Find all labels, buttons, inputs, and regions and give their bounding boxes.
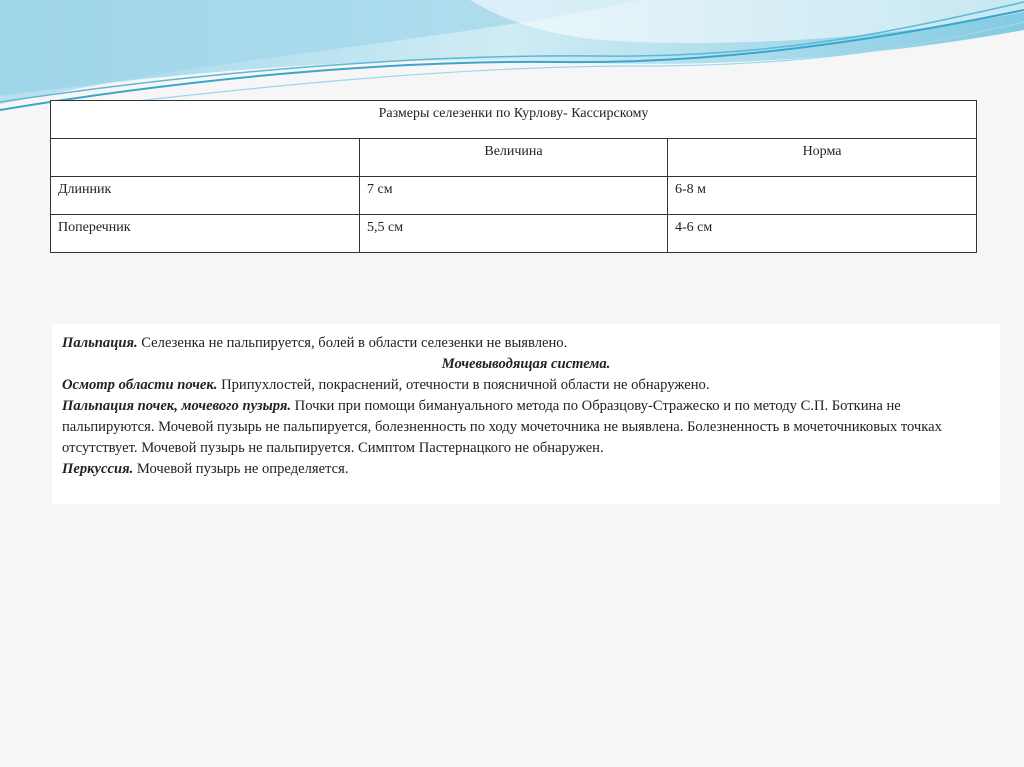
paragraph-label: Пальпация почек, мочевого пузыря. xyxy=(62,398,291,414)
section-heading: Мочевыводящая система. xyxy=(441,356,611,372)
paragraph-label: Перкуссия. xyxy=(62,461,134,477)
table-cell: 5,5 см xyxy=(360,215,668,253)
table-header-row xyxy=(51,139,977,177)
kidney-inspection-paragraph xyxy=(62,375,990,396)
table-header-cell: Норма xyxy=(668,139,977,177)
table-cell: 7 см xyxy=(360,177,668,215)
exam-text-panel xyxy=(52,324,1000,504)
paragraph-text: Почки при помощи бимануального метода по Образцову-Стражеско и по методу С.П. Боткина не пальпируются. Мочевой пузырь не пальпируется, болезненность по ходу мочеточника не выявлена. Болезненность в мочеточниковых точках отсутствует. Мочевой пузырь не пальпируется. Симптом Пастернацкого не обнаружен. xyxy=(62,398,942,456)
kidney-palpation-paragraph xyxy=(62,396,990,459)
paragraph-label: Осмотр области почек. xyxy=(62,377,218,393)
table-cell: 4-6 см xyxy=(668,215,977,253)
table-row xyxy=(51,177,977,215)
palpation-paragraph xyxy=(62,333,990,354)
table-row xyxy=(51,215,977,253)
paragraph-text: Мочевой пузырь не определяется. xyxy=(133,461,349,477)
table-title: Размеры селезенки по Курлову- Кассирскому xyxy=(51,101,977,139)
table-cell: 6-8 м xyxy=(668,177,977,215)
spleen-size-table xyxy=(50,100,977,253)
table-cell: Поперечник xyxy=(51,215,360,253)
paragraph-text: Селезенка не пальпируется, болей в области селезенки не выявлено. xyxy=(137,335,568,351)
paragraph-text: Припухлостей, покраснений, отечности в поясничной области не обнаружено. xyxy=(217,377,710,393)
percussion-paragraph xyxy=(62,459,990,480)
table-cell: Длинник xyxy=(51,177,360,215)
paragraph-label: Пальпация. xyxy=(62,335,138,351)
table-title-row xyxy=(51,101,977,139)
table-header-cell xyxy=(51,139,360,177)
table-header-cell: Величина xyxy=(360,139,668,177)
